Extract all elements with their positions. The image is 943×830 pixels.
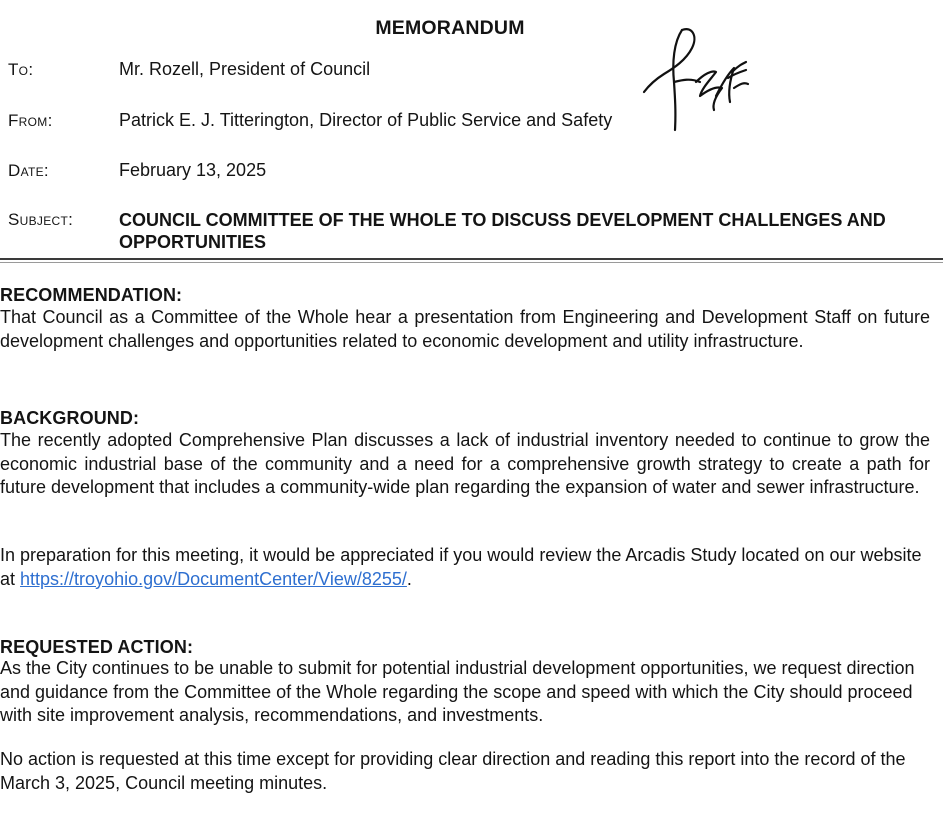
date-label: Date: <box>8 161 49 180</box>
recommendation-heading: RECOMMENDATION: <box>0 285 183 305</box>
background-heading: BACKGROUND: <box>0 408 140 428</box>
header-divider <box>0 258 943 260</box>
subject-label: Subject: <box>8 210 74 229</box>
background-prep-paragraph <box>0 544 930 591</box>
memo-title: MEMORANDUM <box>375 17 525 39</box>
to-value: Mr. Rozell, President of Council <box>119 59 371 79</box>
requested-action-text-2: No action is requested at this time except for providing clear direction and reading this report into the record of the March 3, 2025, Council meeting minutes. <box>0 749 906 793</box>
link-suffix: . <box>406 568 412 589</box>
header-divider-shadow <box>0 262 943 263</box>
from-value: Patrick E. J. Titterington, Director of Public Service and Safety <box>119 110 613 130</box>
subject-value: COUNCIL COMMITTEE OF THE WHOLE TO DISCUSS DEVELOPMENT CHALLENGES AND OPPORTUNITIES <box>119 210 886 252</box>
requested-action-heading: REQUESTED ACTION: <box>0 637 194 657</box>
date-value: February 13, 2025 <box>119 160 267 180</box>
signature-initials <box>630 22 760 137</box>
background-text: The recently adopted Comprehensive Plan discusses a lack of industrial inventory needed to continue to grow the economic industrial base of the community and a need for a comprehensive growth strategy to create a path for future development that includes a community-wide plan regarding the expansion of water and sewer infrastructure. <box>0 430 930 497</box>
background-prep-text: In preparation for this meeting, it would be appreciated if you would review the Arcadis Study located on our website at <box>0 545 922 589</box>
requested-action-text: As the City continues to be unable to submit for potential industrial development opportunities, we request direction and guidance from the Committee of the Whole regarding the scope and speed with which the City should proceed with site improvement analysis, recommendations, and investments. <box>0 658 915 725</box>
recommendation-text: That Council as a Committee of the Whole hear a presentation from Engineering and Development Staff on future development challenges and opportunities related to economic development and utility infrastructure. <box>0 307 930 351</box>
from-label: From: <box>8 111 53 130</box>
to-label: To: <box>8 60 34 79</box>
arcadis-study-link[interactable]: https://troyohio.gov/DocumentCenter/View/8255/ <box>20 568 407 589</box>
